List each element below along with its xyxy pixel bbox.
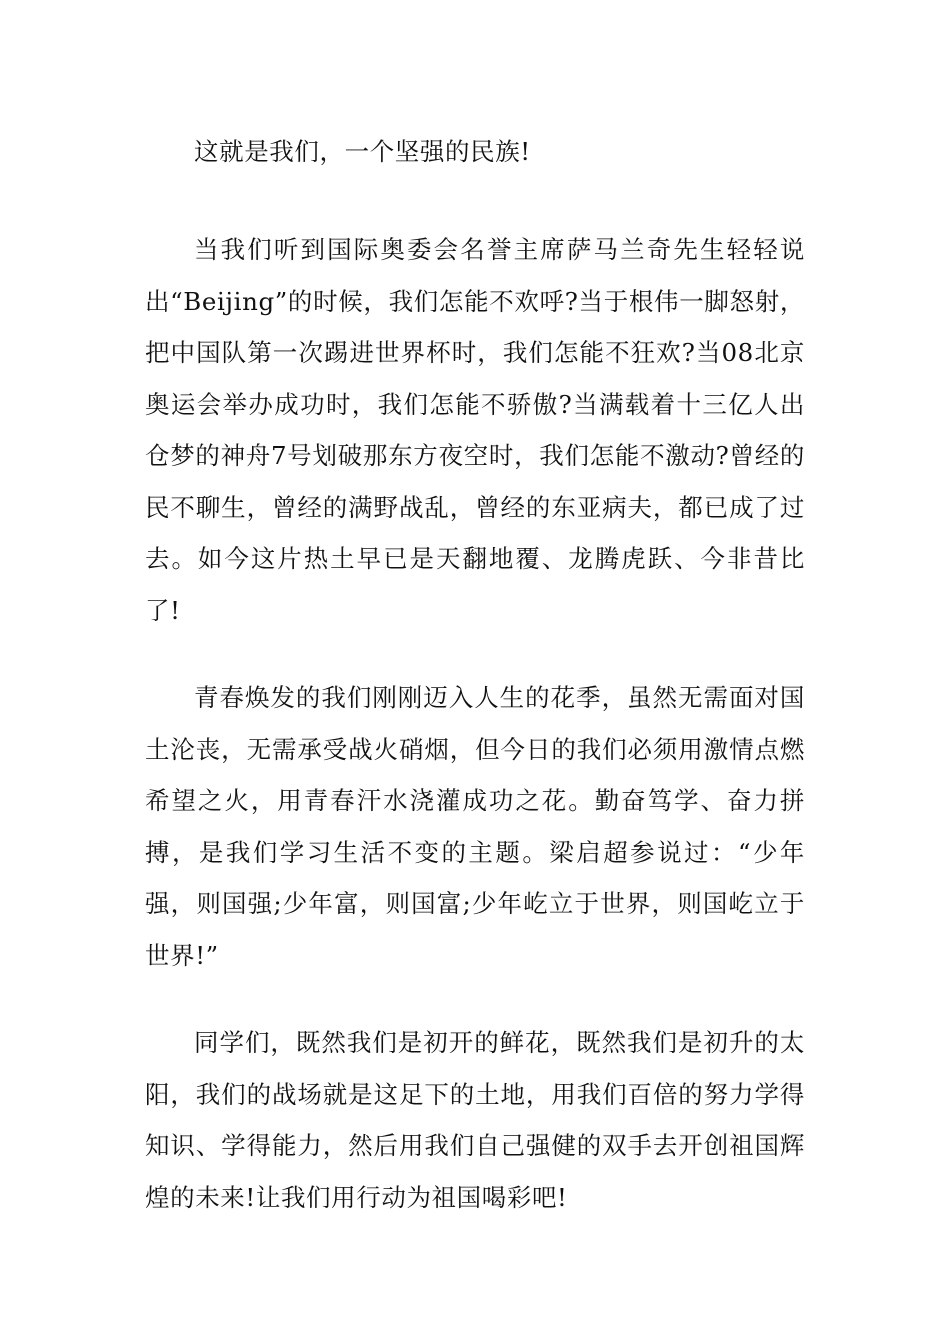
paragraph-3: 青春焕发的我们刚刚迈入人生的花季，虽然无需面对国土沦丧，无需承受战火硝烟，但今日的我们必须用激情点燃希望之火，用青春汗水浇灌成功之花。勤奋笃学、奋力拼搏，是我们学习生活不变的主题。梁启超参说过：“少年强，则国强;少年富，则国富;少年屹立于世界，则国屹立于世界!” [145,683,805,970]
paragraph-2: 当我们听到国际奥委会名誉主席萨马兰奇先生轻轻说出“Beijing”的时候，我们怎能不欢呼?当于根伟一脚怒射，把中国队第一次踢进世界杯时，我们怎能不狂欢?当08北京奥运会举办成功时，我们怎能不骄傲?当满载着十三亿人出仓梦的神舟7号划破那东方夜空时，我们怎能不激动?曾经的民不聊生，曾经的满野战乱，曾经的东亚病夫，都已成了过去。如今这片热土早已是天翻地覆、龙腾虎跃、今非昔比了! [145,235,805,625]
paragraph-1: 这就是我们，一个坚强的民族! [194,137,531,166]
paragraph-4: 同学们，既然我们是初开的鲜花，既然我们是初升的太阳，我们的战场就是这足下的土地，用我们百倍的努力学得知识、学得能力，然后用我们自己强健的双手去开创祖国辉煌的未来!让我们用行动为祖国喝彩吧! [145,1028,805,1212]
